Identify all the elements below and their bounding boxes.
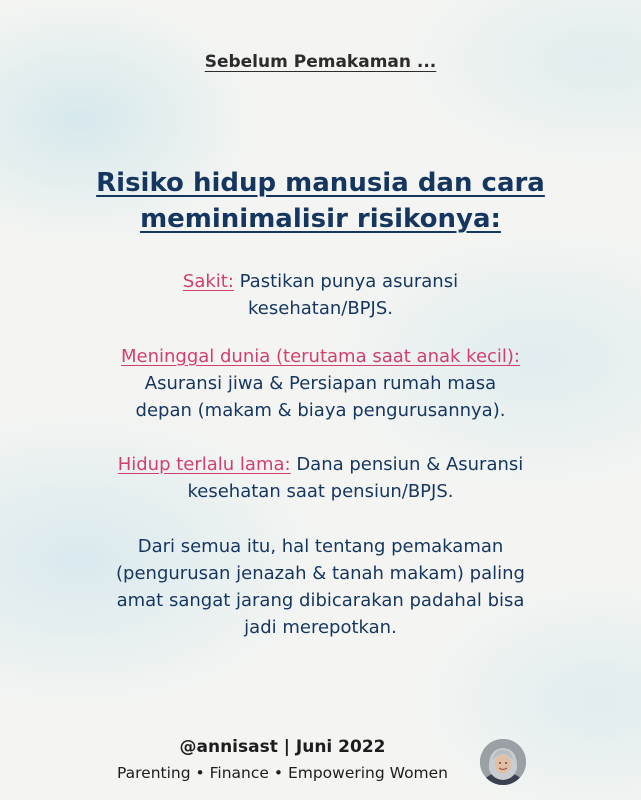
risk-text: Asuransi jiwa & Persiapan rumah masa: [144, 373, 497, 394]
risk-keyword: Sakit:: [182, 271, 234, 292]
avatar: [480, 739, 526, 785]
tag-empowering-women: Empowering Women: [287, 764, 449, 782]
avatar-icon: [480, 739, 526, 785]
tag-separator: •: [273, 764, 284, 782]
risk-keyword: Hidup terlalu lama:: [117, 454, 291, 475]
tagline: [100, 764, 465, 782]
risk-item-long-life: [70, 451, 571, 505]
risk-text: Pastikan punya asuransi: [233, 271, 459, 292]
risk-item-death: [70, 343, 571, 424]
author-handle: @annisast | Juni 2022: [179, 737, 386, 757]
risk-text: Dana pensiun & Asuransi: [290, 454, 524, 475]
tag-parenting: Parenting: [116, 764, 191, 782]
headline: [60, 165, 581, 237]
closing-line-2: (pengurusan jenazah & tanah makam) paling: [116, 563, 525, 584]
closing-paragraph: [70, 533, 571, 641]
risk-text-continued: depan (makam & biaya pengurusannya).: [135, 400, 506, 421]
risk-text-continued: kesehatan/BPJS.: [248, 298, 393, 319]
risk-text-continued: kesehatan saat pensiun/BPJS.: [187, 481, 454, 502]
closing-line-1: Dari semua itu, hal tentang pemakaman: [137, 536, 504, 557]
headline-line-1: Risiko hidup manusia dan cara: [96, 168, 545, 198]
risk-keyword: Meninggal dunia (terutama saat anak kecil):: [120, 346, 521, 367]
tag-separator: •: [195, 764, 205, 782]
risk-item-sick: [70, 268, 571, 322]
section-label: Sebelum Pemakaman ...: [204, 52, 437, 72]
headline-line-2: meminimalisir risikonya:: [140, 204, 501, 234]
closing-line-3: amat sangat jarang dibicarakan padahal bisa: [116, 590, 525, 611]
tag-finance: Finance: [209, 764, 269, 782]
closing-line-4: jadi merepotkan.: [244, 617, 397, 638]
